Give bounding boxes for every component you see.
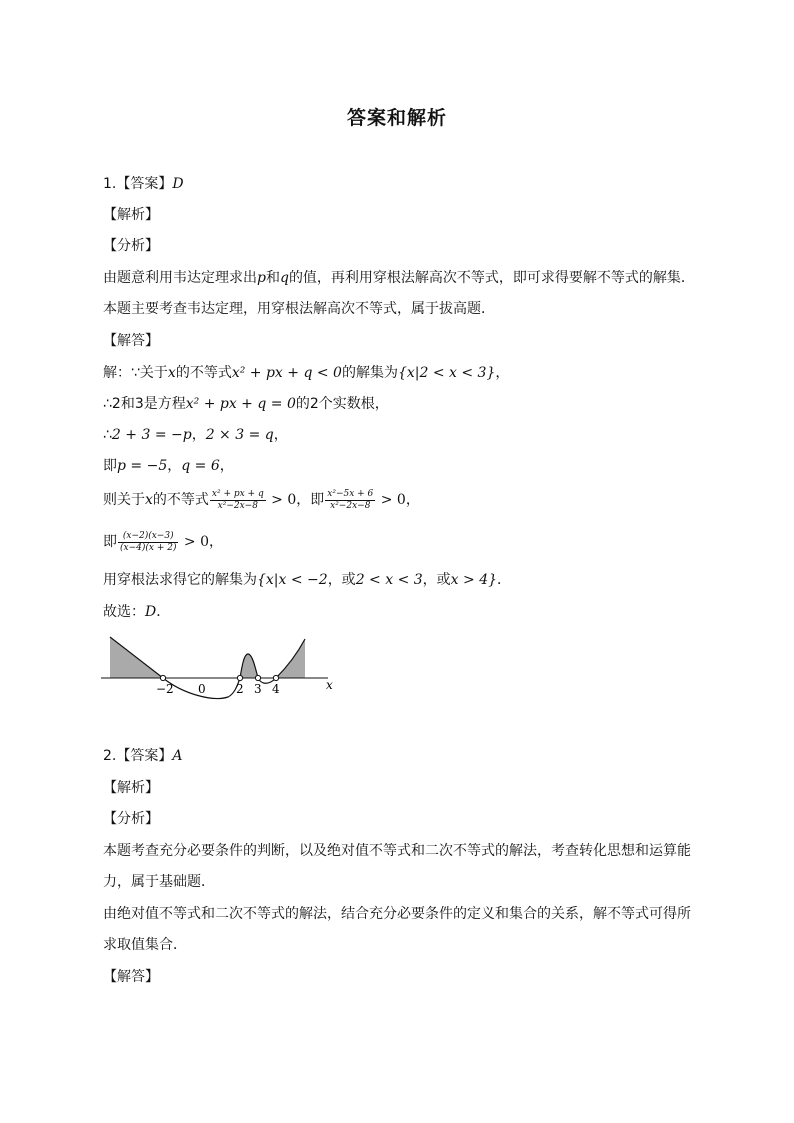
text-run: ． [497, 572, 512, 588]
math-var: D [145, 604, 157, 620]
math-expr: 2 × 3 = q [205, 427, 274, 443]
root-marker [273, 675, 278, 680]
q2-answer-line [103, 746, 182, 766]
q2-fenxi-line-1: 本题考查充分必要条件的判断，以及绝对值不等式和二次不等式的解法，考查转化思想和运算能 [103, 843, 691, 859]
q1-step-7 [103, 570, 511, 590]
text-run: ， [191, 427, 206, 443]
q1-fenxi-line-1 [103, 268, 695, 288]
page-title: 答案和解析 [346, 107, 447, 129]
q2-fenxi-line-2: 力，属于基础题． [103, 874, 215, 890]
math-expr: > 0 [266, 492, 297, 508]
math-expr: > 0 [179, 534, 209, 550]
q2-answer-head: 2.【答案】 [103, 748, 173, 764]
fraction [118, 531, 178, 554]
text-run: ，即 [296, 492, 325, 508]
tick-label: 3 [254, 682, 262, 696]
q1-answer-head: 1.【答案】 [103, 176, 173, 192]
q1-jieda-label: 【解答】 [103, 333, 159, 349]
math-expr: p = −5 [117, 458, 168, 474]
fraction [325, 489, 375, 512]
root-marker [237, 675, 242, 680]
math-expr: {x|x < −2 [257, 572, 328, 588]
q2-fenxi-line-4: 求取值集合． [103, 937, 187, 953]
text-run: ，或 [422, 572, 451, 588]
q1-jiexi-label: 【解析】 [103, 207, 159, 223]
text-run: 的值，再利用穿根法解高次不等式，即可求得要解不等式的解集． [288, 270, 695, 286]
math-expr: x > 4} [450, 572, 498, 588]
root-marker [160, 675, 165, 680]
fraction-numerator: (x−2)(x−3) [118, 531, 178, 543]
q1-fenxi-label: 【分析】 [103, 238, 159, 254]
q1-fenxi-line-2: 本题主要考查韦达定理，用穿根法解高次不等式，属于拔高题． [103, 301, 495, 317]
fraction-denominator: x²−2x−8 [217, 500, 258, 511]
text-run: 的2个实数根， [295, 396, 389, 412]
text-run: 的解集为 [341, 365, 398, 381]
text-run: ， [219, 458, 234, 474]
q1-step-6 [103, 527, 223, 557]
text-run: 由题意利用韦达定理求出 [103, 270, 257, 286]
text-run: ， [209, 534, 223, 550]
text-run: 用穿根法求得它的解集为 [103, 572, 257, 588]
math-expr: > 0 [376, 492, 406, 508]
text-run: ． [156, 604, 171, 620]
text-run: ， [405, 492, 420, 508]
q2-jiexi-label: 【解析】 [103, 780, 159, 796]
text-run: 则关于 [103, 492, 145, 508]
tick-label: −2 [156, 682, 174, 696]
q1-step-8 [103, 602, 170, 622]
fraction-numerator: x² + px + q [211, 488, 264, 499]
math-var: q [279, 270, 289, 286]
tick-label: 2 [236, 682, 244, 696]
text-run: 的不等式 [175, 365, 232, 381]
tick-label: 4 [272, 682, 280, 696]
q1-answer-line [103, 174, 184, 194]
q2-jieda-label: 【解答】 [103, 969, 159, 985]
math-expr: x² + px + q = 0 [185, 396, 296, 412]
text-run: ，或 [327, 572, 356, 588]
root-marker [255, 675, 260, 680]
fraction [210, 489, 266, 512]
q1-step-2 [103, 394, 389, 414]
math-expr: {x|2 < x < 3} [397, 365, 496, 381]
axis-label: x [326, 678, 333, 692]
text-run: ∴ [103, 427, 112, 443]
q2-fenxi-label: 【分析】 [103, 811, 159, 827]
q1-step-1 [103, 363, 509, 383]
text-run: 的不等式 [152, 492, 209, 508]
text-run: 和 [265, 270, 280, 286]
shaded-region-right [276, 639, 305, 678]
q1-step-4 [103, 456, 234, 476]
text-run: 即 [103, 458, 117, 474]
text-run: ∴2和3是方程 [103, 396, 186, 412]
math-var: x [167, 365, 176, 381]
math-expr: x² + px + q < 0 [231, 365, 342, 381]
math-expr: 2 < x < 3 [355, 572, 423, 588]
text-run: 即 [103, 534, 117, 550]
fraction-denominator: (x−4)(x + 2) [120, 542, 177, 553]
q2-fenxi-line-3: 由绝对值不等式和二次不等式的解法，结合充分必要条件的定义和集合的关系，解不等式可得所 [103, 906, 691, 922]
q1-step-3 [103, 425, 288, 445]
q2-answer-value: A [172, 748, 183, 764]
text-run: 解：∵关于 [103, 365, 168, 381]
text-run: ， [495, 365, 510, 381]
text-run: ， [273, 427, 288, 443]
tick-label: 0 [198, 682, 206, 696]
q1-step-5 [103, 485, 420, 515]
fraction-numerator: x²−5x + 6 [327, 488, 374, 499]
math-expr: q = 6 [181, 458, 220, 474]
math-var: x [145, 492, 153, 508]
math-expr: 2 + 3 = −p [111, 427, 192, 443]
q1-answer-value: D [172, 176, 184, 192]
text-run: ， [167, 458, 182, 474]
math-var: p [257, 270, 266, 286]
fraction-denominator: x²−2x−8 [330, 500, 371, 511]
text-run: 故选： [103, 604, 145, 620]
sign-chart-figure [98, 632, 348, 702]
